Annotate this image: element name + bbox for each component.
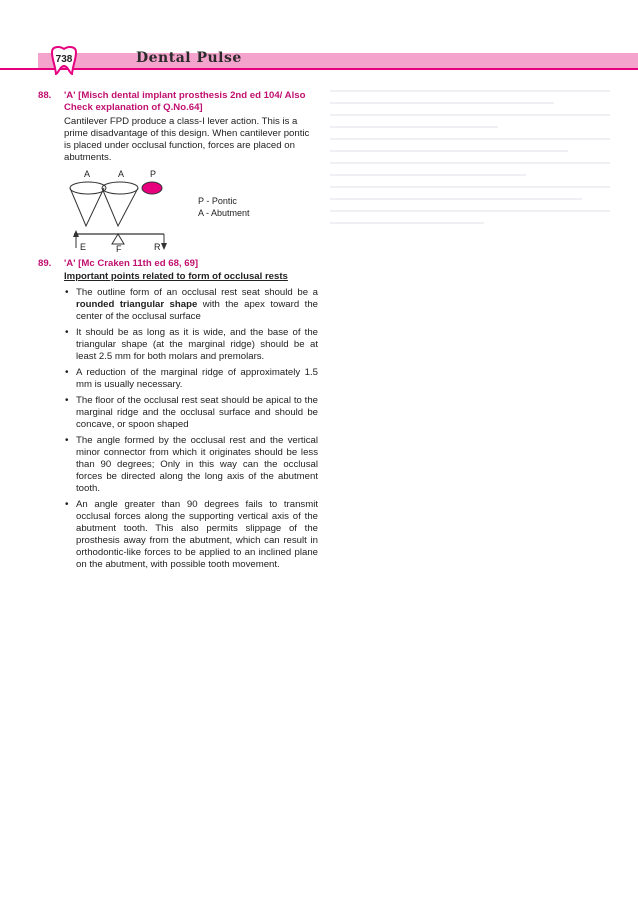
brand-title: Dental Pulse: [136, 50, 242, 66]
resistance-arrowhead: [161, 243, 167, 250]
abutment-crown-2: [102, 182, 138, 194]
label-a2: A: [118, 169, 125, 179]
page-header: [0, 50, 638, 72]
label-e: E: [80, 242, 87, 252]
explanation-text: Cantilever FPD produce a class-I lever action. This is a prime disadvantage of this design. When cantilever pontic is placed under occlusal function, forces are placed on abutments.: [64, 116, 310, 163]
label-f: F: [116, 244, 122, 252]
legend-abutment: A - Abutment: [198, 208, 250, 218]
section-subheading: Important points related to form of occlusal rests: [64, 271, 288, 282]
label-p: P: [150, 169, 157, 179]
header-rule: [0, 68, 638, 70]
question-number: 88.: [38, 90, 52, 101]
legend-pontic: P - Pontic: [198, 196, 237, 206]
abutment-crown-1: [70, 182, 106, 194]
cantilever-diagram: [64, 168, 324, 252]
fulcrum-triangle: [112, 234, 124, 244]
bullet-item: • The angle formed by the occlusal rest and the vertical minor connector from which it originates should be less than 90 degrees; Only in this way can the occlusal forces be directed along the long axis of the abutment tooth.: [76, 435, 318, 495]
label-a1: A: [84, 169, 91, 179]
main-content: [38, 90, 318, 571]
lever-figure: [64, 168, 324, 252]
bullet-item: • It should be as long as it is wide, and the base of the triangular shape (at the marginal ridge) should be at least 2.5 mm for both molars and premolars.: [76, 327, 318, 363]
answer-reference: 'A' [Mc Craken 11th ed 68, 69]: [64, 258, 199, 269]
question-88: [38, 90, 318, 252]
bullet-item: • The floor of the occlusal rest seat should be apical to the marginal ridge and the occlusal surface and should be concave, or spoon shaped: [76, 395, 318, 431]
answer-reference: 'A' [Misch dental implant prosthesis 2nd ed 104/ Also Check explanation of Q.No.64]: [64, 90, 306, 113]
page-number: 738: [55, 54, 73, 65]
header-band: [38, 53, 638, 69]
question-number: 89.: [38, 258, 52, 269]
show-through-text: [330, 90, 610, 234]
bullet-item: • The outline form of an occlusal rest seat should be a rounded triangular shape with the apex toward the center of the occlusal surface: [76, 287, 318, 323]
bullet-item: • A reduction of the marginal ridge of approximately 1.5 mm is usually necessary.: [76, 367, 318, 391]
question-89: [38, 258, 318, 571]
label-r: R: [154, 242, 161, 252]
pontic-shape: [142, 182, 162, 194]
bullet-item: • An angle greater than 90 degrees fails to transmit occlusal forces along the supporting vertical axis of the abutment tooth. This also permits slippage of the prosthesis away from the abutment, which can result in orthodontic-like forces to be applied to an inclined plane on the abutment, with possible tooth movement.: [76, 499, 318, 571]
